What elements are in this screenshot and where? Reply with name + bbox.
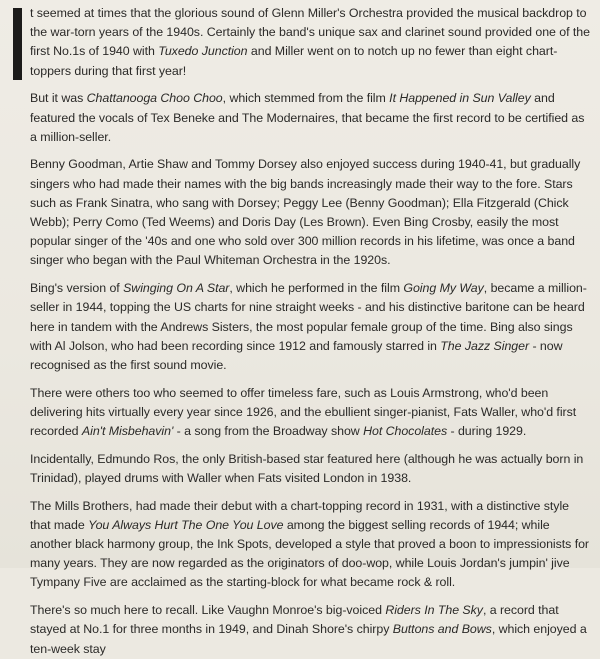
paragraph bbox=[30, 4, 590, 81]
italic-title-text: Hot Chocolates bbox=[363, 424, 448, 439]
paragraph-text: - during 1929. bbox=[447, 424, 527, 439]
paragraph-text: and featured the vocals of Tex Beneke and The Modernaires, that became the first record to be certified as a million-seller. bbox=[30, 91, 585, 144]
italic-title-text: You Always Hurt The One You Love bbox=[88, 517, 284, 532]
paragraph-container bbox=[30, 4, 590, 659]
paragraph-text: , became a million-seller in 1944, topping the US charts for nine straight weeks - and his distinctive baritone can be heard here in tandem with the Andrews Sisters, the most popular female group of the time. Bing also sings with Al Jolson, who had been recording since 1912 and famously starred in bbox=[30, 281, 587, 353]
paragraph bbox=[30, 279, 590, 375]
paragraph-text: The Mills Brothers, had made their debut with a chart-topping record in 1931, with a distinctive style that made bbox=[30, 498, 569, 532]
paragraph-text: t seemed at times that the glorious sound of Glenn Miller's Orchestra provided the musical backdrop to the war-torn years of the 1940s. Certainly the band's unique sax and clarinet sound provided one of the first No.1s of 1940 with bbox=[30, 6, 590, 59]
italic-title-text: Riders In The Sky bbox=[385, 603, 483, 618]
italic-title-text: The Jazz Singer bbox=[440, 338, 530, 353]
paragraph-text: There were others too who seemed to offer timeless fare, such as Louis Armstrong, who'd been delivering hits virtually every year since 1926, and the ebullient singer-pianist, Fats Waller, who'd first recorded bbox=[30, 385, 577, 439]
paragraph bbox=[30, 89, 590, 147]
paragraph-text: , which stemmed from the film bbox=[222, 91, 390, 106]
paragraph-text: There's so much here to recall. Like Vaughn Monroe's big-voiced bbox=[30, 603, 386, 618]
italic-title-text: Buttons and Bows bbox=[392, 622, 492, 637]
paragraph bbox=[30, 155, 590, 270]
paragraph-text: , which he performed in the film bbox=[229, 281, 404, 296]
italic-title-text: Going My Way bbox=[403, 281, 484, 296]
article-body bbox=[30, 4, 590, 659]
paragraph-text: and Miller went on to notch up no fewer than eight chart-toppers during that first year! bbox=[30, 44, 558, 78]
paragraph bbox=[30, 497, 590, 593]
paragraph-text: - now recognised as the first sound movie. bbox=[30, 338, 563, 372]
paragraph-text: , which enjoyed a ten-week stay bbox=[30, 622, 587, 656]
paragraph-text: Bing's version of bbox=[30, 281, 124, 296]
paragraph-text: Incidentally, Edmundo Ros, the only British-based star featured here (although he was actually born in Trinidad), played drums with Waller when Fats visited London in 1938. bbox=[30, 451, 584, 485]
paragraph-text: But it was bbox=[30, 91, 87, 106]
paragraph-text: , a record that stayed at No.1 for three months in 1949, and Dinah Shore's chirpy bbox=[30, 603, 559, 637]
italic-title-text: It Happened in Sun Valley bbox=[389, 91, 531, 106]
italic-title-text: Swinging On A Star bbox=[123, 281, 230, 296]
paragraph bbox=[30, 384, 590, 442]
paragraph-text: Benny Goodman, Artie Shaw and Tommy Dorsey also enjoyed success during 1940-41, but gradually singers who had made their names with the big bands increasingly made their way to the fore. Stars such as Frank Sinatra, who sang with Dorsey; Peggy Lee (Benny Goodman); Ella Fitzgerald (Chick Webb); Perry Como (Ted Weems) and Doris Day (Les Brown). Even Bing Crosby, easily the most popular singer of the '40s and one who sold over 300 million records in his lifetime, was once a band singer who began with the Paul Whiteman Orchestra in the 1920s. bbox=[30, 157, 581, 268]
paragraph-text: among the biggest selling records of 1944; while another black harmony group, the Ink Spots, developed a style that proved a boon to impressionists for many years. They are now regarded as the originators of doo-wop, while Louis Jordan's jumpin' jive Tympany Five are acclaimed as the starting-block for what became rock & roll. bbox=[30, 517, 590, 590]
italic-title-text: Ain't Misbehavin' bbox=[81, 424, 174, 439]
paragraph bbox=[30, 450, 590, 488]
drop-cap-bar bbox=[13, 8, 22, 80]
paragraph bbox=[30, 601, 590, 659]
italic-title-text: Tuxedo Junction bbox=[158, 44, 248, 59]
paragraph-text: - a song from the Broadway show bbox=[173, 424, 364, 439]
italic-title-text: Chattanooga Choo Choo bbox=[86, 91, 223, 106]
